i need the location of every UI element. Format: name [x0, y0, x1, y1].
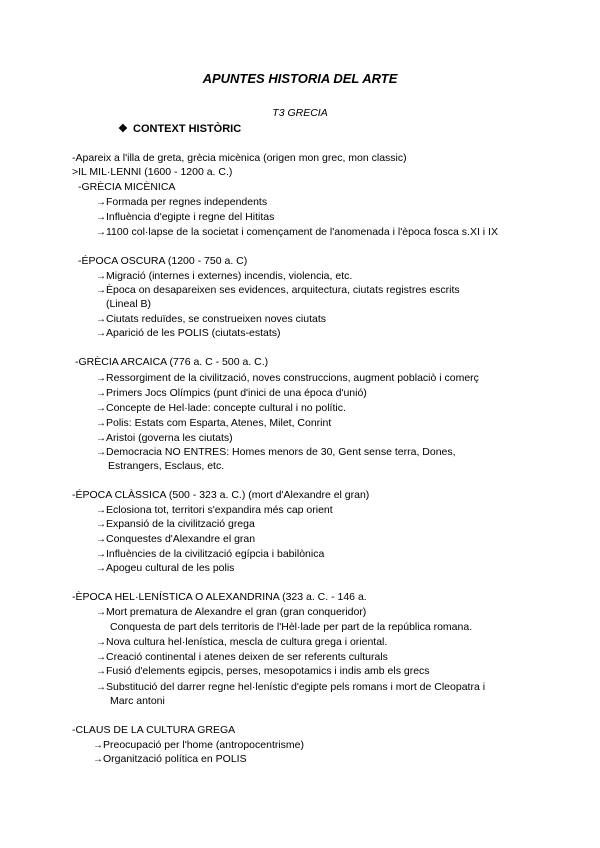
period-heading: -GRÈCIA ARCAICA (776 a. C - 500 a. C.)	[75, 356, 269, 368]
arrow-item	[96, 401, 346, 416]
arrow-item	[96, 195, 267, 210]
arrow-item-text: Aristoi (governa les ciutats)	[106, 432, 233, 444]
arrow-icon: →	[96, 534, 105, 545]
document-title: APUNTES HISTORIA DEL ARTE	[202, 71, 398, 86]
arrow-item	[96, 210, 274, 225]
arrow-icon: →	[96, 373, 105, 384]
period-heading: -ÉPOCA CLÀSSICA (500 - 323 a. C.) (mort d'Alexandre el gran)	[72, 489, 370, 501]
arrow-item	[96, 650, 388, 665]
arrow-item	[96, 312, 326, 327]
arrow-item-text: Aparició de les POLIS (ciutats-estats)	[106, 327, 281, 339]
arrow-item	[96, 445, 456, 460]
arrow-icon: →	[96, 637, 105, 648]
continuation-line: Marc antoni	[110, 695, 165, 707]
text-line: -Apareix a l'illa de greta, grècia micènica (origen mon grec, mon classic)	[72, 152, 407, 164]
arrow-icon: →	[93, 740, 102, 751]
arrow-icon: →	[96, 227, 105, 238]
arrow-item-text: Formada per regnes independents	[106, 196, 268, 208]
section-heading	[118, 122, 241, 135]
arrow-item-text: Creació continental i atenes deixen de ser referents culturals	[106, 651, 388, 663]
continuation-line: (Lineal B)	[106, 298, 151, 310]
arrow-item-text: Organització política en POLIS	[103, 753, 247, 765]
arrow-item-text: Substitució del darrer regne hel·lenístic d'egipte pels romans i mort de Cleopatra i	[106, 681, 486, 693]
arrow-item-text: Nova cultura hel·lenística, mescla de cultura grega i oriental.	[106, 636, 388, 648]
arrow-icon: →	[96, 418, 105, 429]
arrow-item-text: Expansió de la civilització grega	[106, 518, 255, 530]
arrow-icon: →	[96, 433, 105, 444]
arrow-item	[96, 225, 498, 240]
arrow-item-text: Mort prematura de Alexandre el gran (gran conqueridor)	[106, 606, 367, 618]
arrow-item-text: Preocupació per l'home (antropocentrisme)	[103, 739, 305, 751]
period-heading: -ÉPOCA OSCURA (1200 - 750 a. C)	[78, 255, 248, 267]
continuation-line: Conquesta de part dels territoris de l'Hèl·lade per part de la república romana.	[110, 621, 473, 633]
continuation-line: Estrangers, Esclaus, etc.	[108, 460, 225, 472]
arrow-icon: →	[96, 652, 105, 663]
arrow-icon: →	[96, 607, 105, 618]
arrow-item	[96, 503, 333, 518]
arrow-icon: →	[96, 682, 105, 693]
arrow-item	[93, 752, 247, 767]
arrow-item	[96, 635, 387, 650]
section-heading-text: CONTEXT HISTÒRIC	[133, 123, 242, 135]
arrow-item	[96, 517, 255, 532]
diamond-bullet-icon: ❖	[118, 123, 128, 135]
arrow-item-text: Primers Jocs Olímpics (punt d'inici de una época d'unió)	[106, 387, 367, 399]
arrow-icon: →	[96, 519, 105, 530]
period-heading: -GRÈCIA MICÈNICA	[78, 181, 176, 193]
arrow-item-text: Polis: Estats com Esparta, Atenes, Milet, Conrint	[106, 417, 332, 429]
period-heading: -ÈPOCA HEL·LENÍSTICA O ALEXANDRINA (323 a. C. - 146 a.	[72, 591, 367, 603]
text-line: >IL MIL·LENNI (1600 - 1200 a. C.)	[72, 166, 233, 178]
arrow-item-text: Concepte de Hel·lade: concepte cultural i no polític.	[106, 402, 346, 414]
arrow-item-text: Conquestes d'Alexandre el gran	[106, 533, 256, 545]
arrow-item	[96, 561, 234, 576]
arrow-icon: →	[96, 549, 105, 560]
period-heading: -CLAUS DE LA CULTURA GREGA	[72, 724, 236, 736]
arrow-item	[96, 680, 485, 695]
arrow-item	[96, 283, 460, 298]
arrow-item-text: Influències de la civilització egípcia i babilònica	[106, 548, 325, 560]
arrow-icon: →	[96, 271, 105, 282]
arrow-icon: →	[96, 563, 105, 574]
arrow-item-text: Fusió d'elements egipcis, perses, mesopotamics i indis amb els grecs	[106, 665, 430, 677]
arrow-icon: →	[96, 212, 105, 223]
arrow-item-text: Migració (internes i externes) incendis, violencia, etc.	[106, 270, 353, 282]
arrow-icon: →	[96, 285, 105, 296]
arrow-item-text: Apogeu cultural de les polis	[106, 562, 235, 574]
arrow-icon: →	[93, 754, 102, 765]
arrow-icon: →	[96, 314, 105, 325]
arrow-icon: →	[96, 197, 105, 208]
arrow-item	[96, 664, 430, 679]
arrow-item-text: Eclosiona tot, territori s'expandira més cap orient	[106, 504, 333, 516]
arrow-item-text: Època on desapareixen ses evidences, arquitectura, ciutats registres escrits	[106, 284, 460, 296]
arrow-item	[96, 416, 331, 431]
arrow-item	[93, 738, 304, 753]
arrow-item-text: Ciutats reduïdes, se construeixen noves ciutats	[106, 313, 327, 325]
arrow-icon: →	[96, 403, 105, 414]
arrow-item	[96, 371, 479, 386]
arrow-item-text: Democracia NO ENTRES: Homes menors de 30, Gent sense terra, Dones,	[106, 446, 456, 458]
arrow-item-text: Ressorgiment de la civilització, noves construccions, augment poblaciò i comerç	[106, 372, 479, 384]
arrow-icon: →	[96, 505, 105, 516]
arrow-item-text: 1100 col·lapse de la societat i començament de l'anomenada i l'època fosca s.XI i IX	[106, 226, 498, 238]
arrow-icon: →	[96, 666, 105, 677]
arrow-item	[96, 605, 366, 620]
arrow-item	[96, 386, 367, 401]
arrow-icon: →	[96, 328, 105, 339]
arrow-item	[96, 326, 281, 341]
document-subtitle: T3 GRECIA	[272, 107, 328, 119]
arrow-icon: →	[96, 388, 105, 399]
arrow-item	[96, 547, 324, 562]
arrow-item-text: Influència d'egipte i regne del Hititas	[106, 211, 275, 223]
arrow-item	[96, 532, 255, 547]
arrow-item	[96, 431, 233, 446]
arrow-item	[96, 269, 352, 284]
arrow-icon: →	[96, 447, 105, 458]
